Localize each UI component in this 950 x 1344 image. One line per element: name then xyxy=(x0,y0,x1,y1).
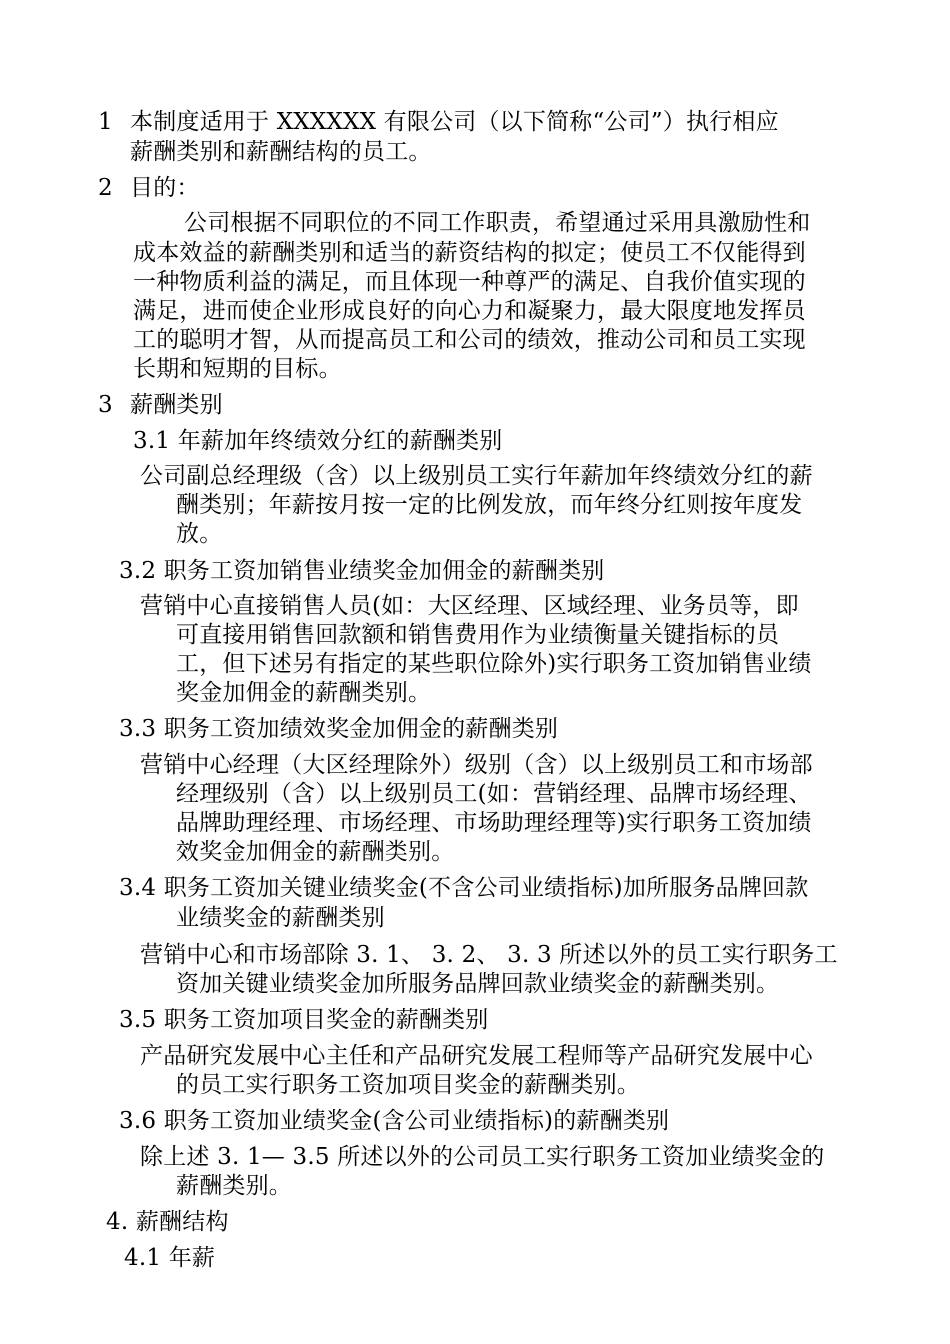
subsection-3-2-line: 营销中心直接销售人员(如：大区经理、区域经理、业务员等，即 xyxy=(140,593,799,619)
section-1-number: 1 xyxy=(98,109,113,135)
subsection-3-3-line: 经理级别（含）以上级别员工(如：营销经理、品牌市场经理、 xyxy=(176,781,812,807)
section-2-body-line: 一种物质利益的满足，而且体现一种尊严的满足、自我价值实现的 xyxy=(133,269,806,295)
subsection-3-3-line: 效奖金加佣金的薪酬类别。 xyxy=(176,839,455,865)
subsection-3-4-heading: 业绩奖金的薪酬类别 xyxy=(176,905,385,931)
section-2-body-line: 满足，进而使企业形成良好的向心力和凝聚力，最大限度地发挥员 xyxy=(133,298,806,324)
subsection-3-4-heading: 3.4 职务工资加关键业绩奖金(不含公司业绩指标)加所服务品牌回款 xyxy=(119,875,809,901)
subsection-3-2-line: 可直接用销售回款额和销售费用作为业绩衡量关键指标的员 xyxy=(176,622,780,648)
subsection-3-1-line: 酬类别；年薪按月按一定的比例发放，而年终分红则按年度发 xyxy=(176,492,803,518)
subsection-3-2-line: 奖金加佣金的薪酬类别。 xyxy=(176,680,432,706)
section-1-line: 本制度适用于 XXXXXX 有限公司（以下简称“公司”）执行相应 xyxy=(130,109,779,135)
subsection-3-6-heading: 3.6 职务工资加业绩奖金(含公司业绩指标)的薪酬类别 xyxy=(119,1108,670,1134)
section-3-number: 3 xyxy=(98,392,113,418)
subsection-3-5-heading: 3.5 职务工资加项目奖金的薪酬类别 xyxy=(119,1007,489,1033)
subsection-3-3-line: 营销中心经理（大区经理除外）级别（含）以上级别员工和市场部 xyxy=(140,752,813,778)
section-2-body-line: 公司根据不同职位的不同工作职责，希望通过采用具激励性和 xyxy=(184,210,811,236)
section-2-number: 2 xyxy=(98,175,113,201)
subsection-3-2-line: 工，但下述另有指定的某些职位除外)实行职务工资加销售业绩 xyxy=(176,651,812,677)
subsection-3-2-heading: 3.2 职务工资加销售业绩奖金加佣金的薪酬类别 xyxy=(119,558,605,584)
section-2-body-line: 成本效益的薪酬类别和适当的薪资结构的拟定；使员工不仅能得到 xyxy=(133,240,806,266)
subsection-3-3-line: 品牌助理经理、市场经理、市场助理经理等)实行职务工资加绩 xyxy=(176,810,812,836)
section-3-title: 薪酬类别 xyxy=(130,392,223,418)
section-1-line: 薪酬类别和薪酬结构的员工。 xyxy=(130,139,432,165)
subsection-3-6-line: 除上述 3. 1— 3.5 所述以外的公司员工实行职务工资加业绩奖金的 xyxy=(140,1144,825,1170)
subsection-3-1-line: 放。 xyxy=(176,521,223,547)
subsection-3-4-line: 资加关键业绩奖金加所服务品牌回款业绩奖金的薪酬类别。 xyxy=(176,971,780,997)
subsection-3-1-heading: 3.1 年薪加年终绩效分红的薪酬类别 xyxy=(133,428,503,454)
subsection-3-3-heading: 3.3 职务工资加绩效奖金加佣金的薪酬类别 xyxy=(119,716,559,742)
subsection-3-5-line: 产品研究发展中心主任和产品研究发展工程师等产品研究发展中心 xyxy=(140,1043,813,1069)
section-2-body-line: 长期和短期的目标。 xyxy=(133,356,342,382)
section-4-title: 4. 薪酬结构 xyxy=(106,1209,229,1235)
subsection-3-1-line: 公司副总经理级（含）以上级别员工实行年薪加年终绩效分红的薪 xyxy=(140,463,813,489)
section-2-title: 目的： xyxy=(130,175,200,201)
subsection-3-4-line: 营销中心和市场部除 3. 1、 3. 2、 3. 3 所述以外的员工实行职务工 xyxy=(140,942,838,968)
subsection-4-1-heading: 4.1 年薪 xyxy=(124,1245,216,1271)
subsection-3-6-line: 薪酬类别。 xyxy=(176,1173,292,1199)
section-2-body-line: 工的聪明才智，从而提高员工和公司的绩效，推动公司和员工实现 xyxy=(133,327,806,353)
subsection-3-5-line: 的员工实行职务工资加项目奖金的薪酬类别。 xyxy=(176,1072,640,1098)
